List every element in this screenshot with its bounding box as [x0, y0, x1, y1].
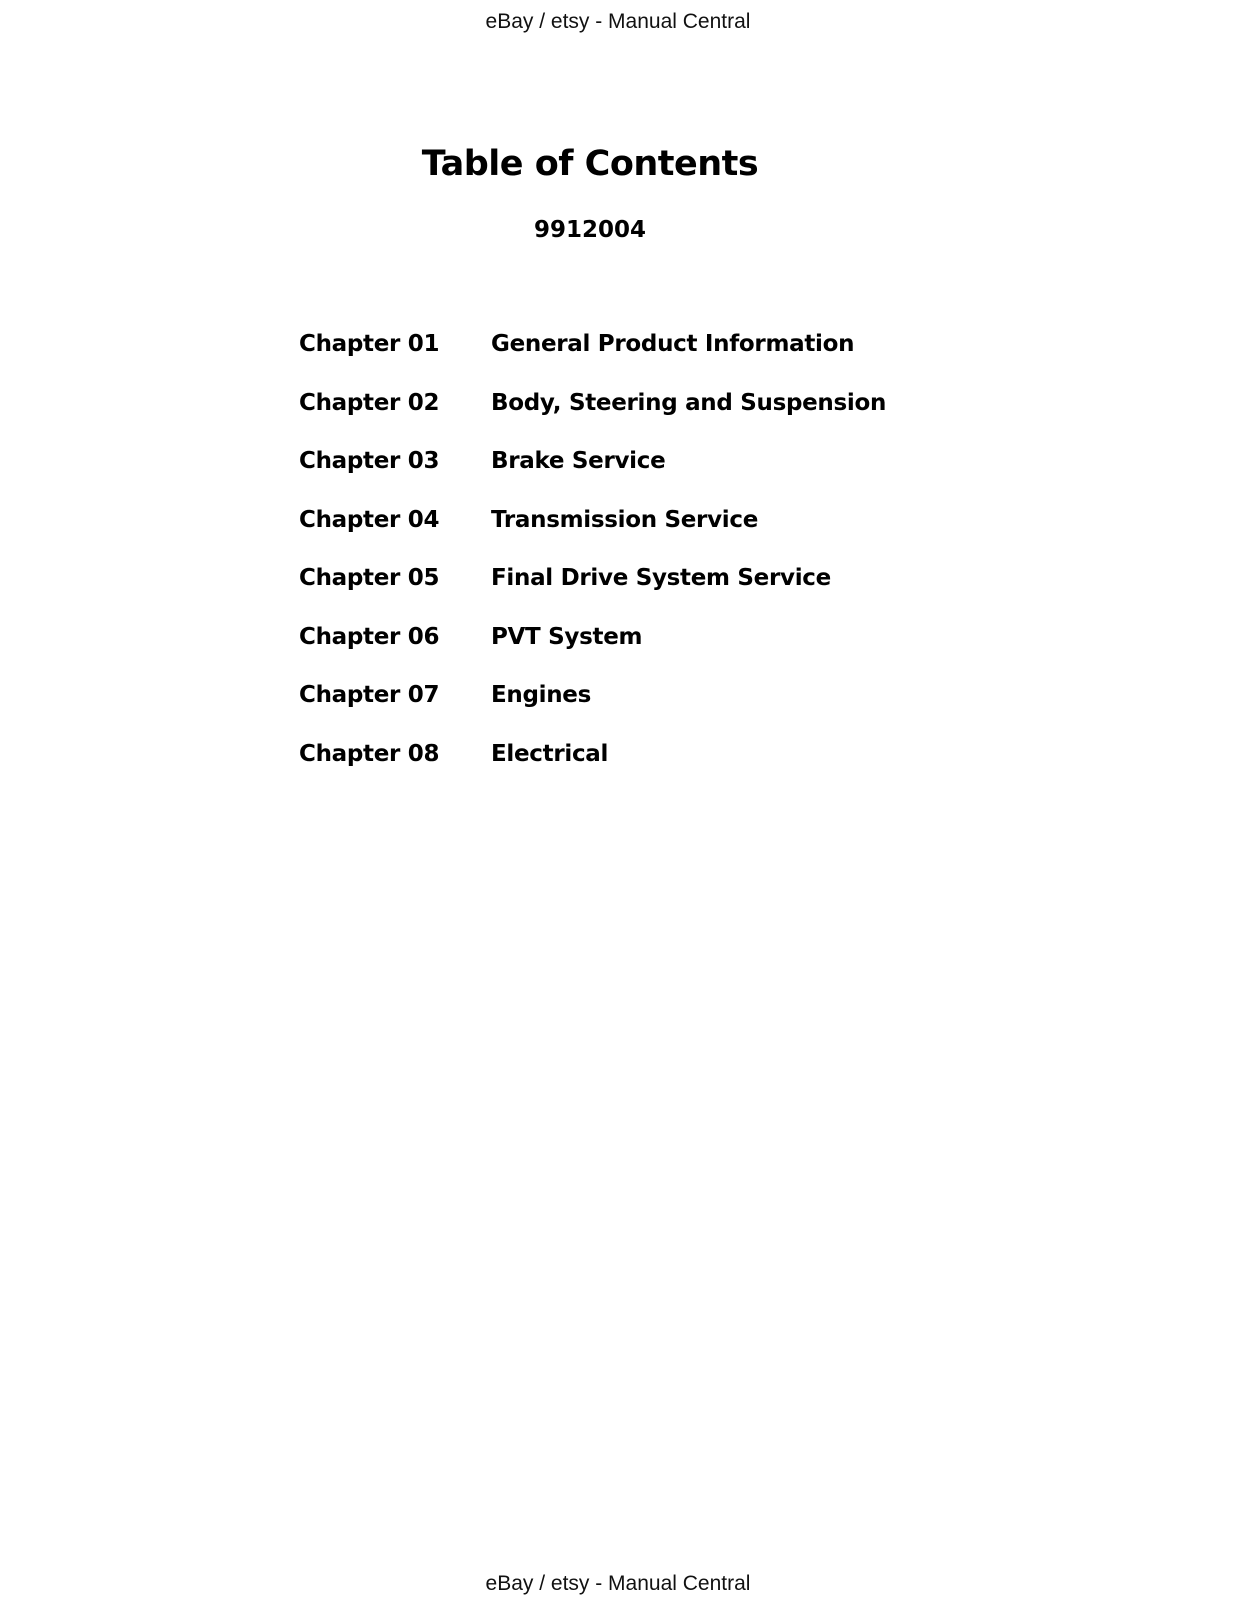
- toc-entry[interactable]: [299, 565, 886, 624]
- toc-chapter-number: Chapter 02: [299, 389, 440, 416]
- toc-chapter-number: Chapter 08: [299, 740, 440, 767]
- toc-chapter-number: Chapter 07: [299, 682, 440, 708]
- toc-entry[interactable]: [299, 448, 886, 507]
- toc-chapter-title: Transmission Service: [491, 506, 759, 533]
- toc-entry[interactable]: [299, 624, 886, 683]
- document-number: 9912004: [533, 217, 647, 243]
- page-header: eBay / etsy - Manual Central: [485, 10, 751, 33]
- table-of-contents: [299, 331, 886, 799]
- toc-entry[interactable]: [299, 331, 886, 390]
- toc-chapter-title: Body, Steering and Suspension: [491, 389, 887, 416]
- toc-chapter-number: Chapter 01: [299, 331, 440, 357]
- toc-chapter-title: Brake Service: [491, 448, 666, 474]
- toc-chapter-number: Chapter 06: [299, 623, 440, 650]
- toc-chapter-title: Engines: [491, 682, 591, 708]
- toc-chapter-title: PVT System: [491, 623, 643, 650]
- page-footer: eBay / etsy - Manual Central: [485, 1572, 751, 1595]
- page-title: Table of Contents: [421, 144, 759, 184]
- toc-chapter-title: Final Drive System Service: [491, 565, 831, 591]
- toc-chapter-number: Chapter 03: [299, 448, 440, 474]
- toc-entry[interactable]: [299, 507, 886, 566]
- toc-chapter-title: General Product Information: [491, 331, 855, 357]
- toc-chapter-title: Electrical: [491, 740, 609, 767]
- toc-entry[interactable]: [299, 741, 886, 800]
- toc-chapter-number: Chapter 05: [299, 565, 440, 591]
- toc-entry[interactable]: [299, 682, 886, 741]
- toc-entry[interactable]: [299, 390, 886, 449]
- toc-chapter-number: Chapter 04: [299, 506, 440, 533]
